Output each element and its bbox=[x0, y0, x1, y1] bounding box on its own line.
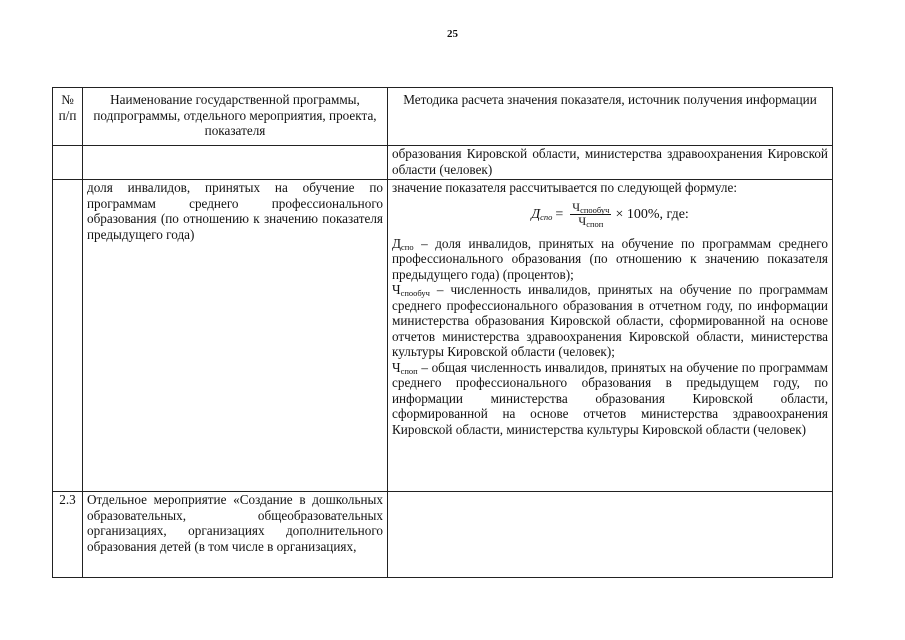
definition-d-spo: $Д_{спо}$ – доля инвалидов, принятых на обучение по программам среднего профессионального образования (по отношению к значению показателя предыдущего года) (процентов); bbox=[392, 235, 828, 282]
formula-lhs: $Д_{спо}$ bbox=[531, 206, 553, 222]
formula-equals: = bbox=[555, 206, 564, 222]
cell-method bbox=[388, 492, 833, 578]
table-header-row bbox=[53, 88, 833, 146]
formula bbox=[392, 196, 828, 234]
formula-tail: × 100%, где: bbox=[615, 206, 689, 222]
header-name: Наименование государственной программы, подпрограммы, отдельного мероприятия, проекта, показателя bbox=[83, 88, 388, 146]
header-method: Методика расчета значения показателя, источник получения информации bbox=[388, 88, 833, 146]
formula-denominator: $Ч_{споп}$ bbox=[578, 214, 604, 229]
table-row-indicator bbox=[53, 180, 833, 492]
indicators-table bbox=[52, 87, 833, 578]
formula-fraction bbox=[570, 201, 611, 228]
cell-num: 2.3 bbox=[53, 492, 83, 578]
formula-numerator: $Ч_{спообуч}$ bbox=[572, 200, 610, 215]
cell-method: образования Кировской области, министерства здравоохранения Кировской области (человек) bbox=[388, 146, 833, 180]
table-row-continuation bbox=[53, 146, 833, 180]
header-num: № п/п bbox=[53, 88, 83, 146]
cell-name bbox=[83, 146, 388, 180]
table-row-event bbox=[53, 492, 833, 578]
definition-ch-spoobuch: $Ч_{спообуч}$ – численность инвалидов, принятых на обучение по программам среднего профессионального образования в отчетном году, по информации министерства образования Кировской области, сформированной на основе отчетов министерства здравоохранения Кировской области, министерства культуры Кировской области (человек); bbox=[392, 282, 828, 359]
method-intro: значение показателя рассчитывается по следующей формуле: bbox=[392, 180, 738, 195]
cell-indicator-name: доля инвалидов, принятых на обучение по программам среднего профессионального образования (по отношению к значению показателя предыдущего года) bbox=[83, 180, 388, 492]
page-number: 25 bbox=[447, 28, 458, 40]
definition-ch-spop: $Ч_{споп}$ – общая численность инвалидов, принятых на обучение по программам среднего профессионального образования в предыдущем году, по информации министерства образования Кировской области, сформированной на основе отчетов министерства здравоохранения Кировской области, министерства культуры Кировской области (человек) bbox=[392, 359, 828, 437]
cell-method bbox=[388, 180, 833, 492]
cell-event-name: Отдельное мероприятие «Создание в дошкольных образовательных, общеобразовательных организациях, организациях дополнительного образования детей (в том числе в организациях, bbox=[83, 492, 388, 578]
cell-num bbox=[53, 180, 83, 492]
cell-num bbox=[53, 146, 83, 180]
